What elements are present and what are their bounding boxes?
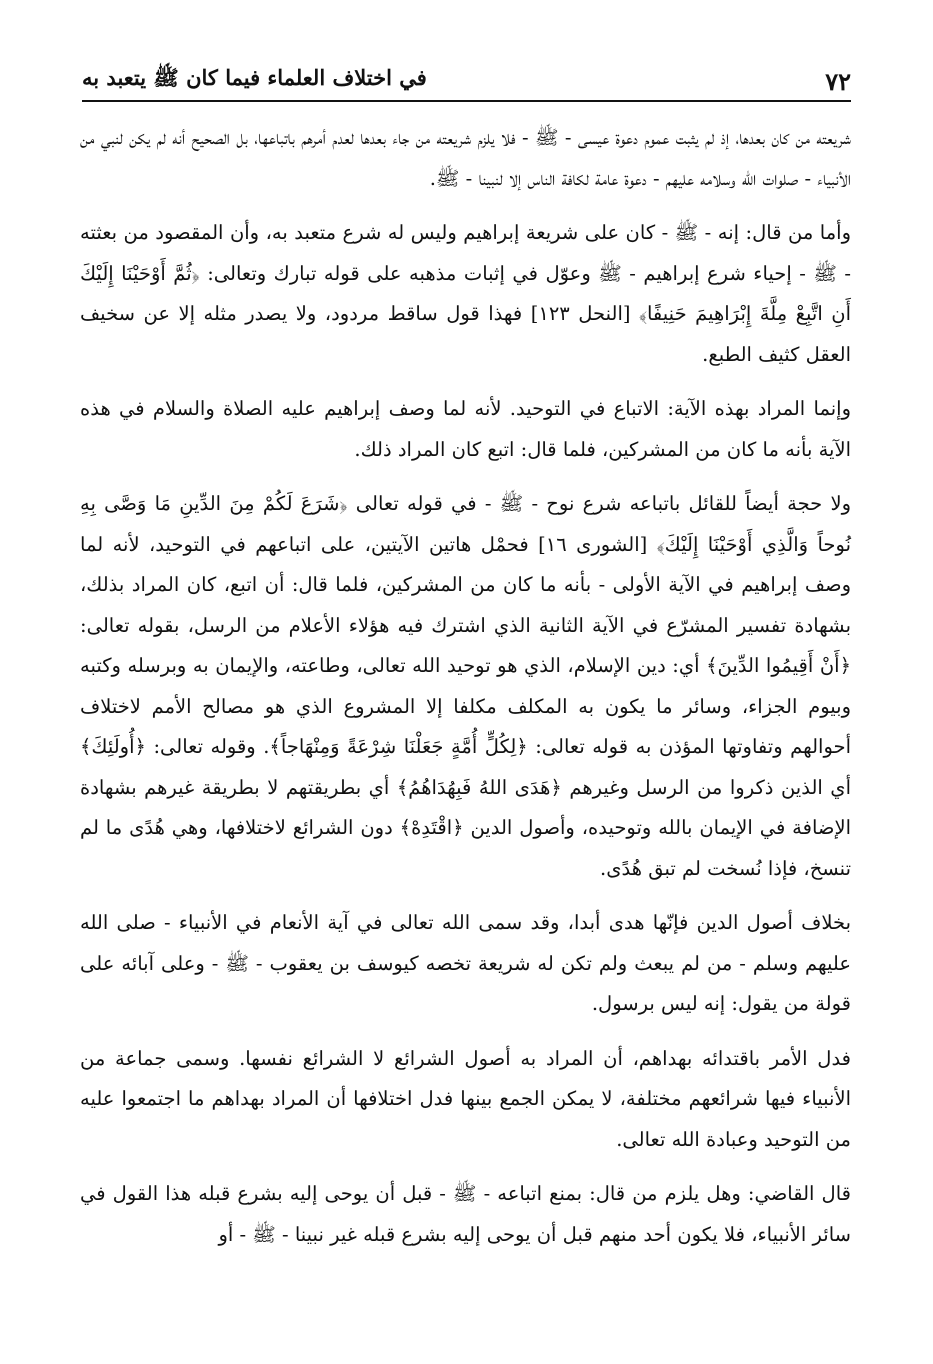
paragraph-5: بخلاف أصول الدين فإنّها هدى أبدا، وقد سمى الله تعالى في آية الأنعام في الأنبياء - صلى الله عليهم وسلم - من لم يبعث ولم تكن له شريعة تخصه كيوسف بن يعقوب - ﷺ - وعلى آبائه على قولة من يقول: إنه ليس برسول.: [80, 911, 851, 1015]
paragraph-2: وأما من قال: إنه - ﷺ - كان على شريعة إبراهيم وليس له شرع متعبد به، وأن المقصود من بعثته - ﷺ - إحياء شرع إبراهيم - ﷺ وعوّل في إثبات مذهبه على قوله تبارك وتعالى: ﴿ثُمَّ أَوْحَيْنَا إِلَيْكَ أَنِ اتَّبِعْ مِلَّةَ إِبْرَاهِيمَ حَنِيفًا﴾ [النحل ١٢٣] فهذا قول ساقط مردود، ولا يصدر مثله إلا عن سخيف العقل كثيف الطبع.: [80, 221, 851, 366]
paragraph-3: وإنما المراد بهذه الآية: الاتباع في التوحيد. لأنه لما وصف إبراهيم عليه الصلاة والسلام في هذه الآية بأنه ما كان من المشركين، فلما قال: اتبع كان المراد ذلك.: [80, 397, 851, 461]
running-title: في اختلاف العلماء فيما كان ﷺ يتعبد به: [82, 65, 427, 90]
page-body: [80, 118, 851, 1336]
paragraph-4: ولا حجة أيضاً للقائل باتباعه شرع نوح - ﷺ - في قوله تعالى ﴿شَرَعَ لَكُمْ مِنَ الدِّينِ مَا وَصَّى بِهِ نُوحاً وَالَّذِي أَوْحَيْنَا إِلَيْكَ﴾ [الشورى ١٦] فحمْل هاتين الآيتين، على اتباعهم في التوحيد، لأنه لما وصف إبراهيم في الآية الأولى - بأنه ما كان من المشركين، فلما قال: أن اتبع، كان المراد بذلك، بشهادة تفسير المشرّع في الآية الثانية الذي اشترك فيه هؤلاء الأعلام من الرسل، بقوله تعالى: ﴿أَنْ أَقِيمُوا الدِّينَ﴾ أي: دين الإسلام، الذي هو توحيد الله تعالى، وطاعته، والإيمان به وبرسله وكتبه وبيوم الجزاء، وسائر ما يكون به المكلف مكلفا إلا المشروع الذي هو مصالح الأمم لاختلاف أحوالهم وتفاوتها المؤذن به قوله تعالى: ﴿لِكُلٍّ أُمَّةٍ جَعَلْنَا شِرْعَةً وَمِنْهَاجاً﴾. وقوله تعالى: ﴿أُولَئِكَ﴾ أي الذين ذكروا من الرسل وغيرهم ﴿هَدَى اللهُ فَبِهُدَاهُمُ﴾ أي بطريقتهم لا بطريقة غيرهم بشهادة الإضافة في الإيمان بالله وتوحيده، وأصول الدين ﴿اقْتَدِهْ﴾ دون الشرائع لاختلافها، وهي هُدًى ما لم تنسخ، فإذا نُسخت لم تبق هُدًى.: [80, 492, 851, 880]
paragraph-7: قال القاضي: وهل يلزم من قال: بمنع اتباعه - ﷺ - قبل أن يوحى إليه بشرع قبله هذا القول في سائر الأنبياء، فلا يكون أحد منهم قبل أن يوحى إليه بشرع قبله غير نبينا - ﷺ - أو: [80, 1182, 851, 1246]
paragraph-1: شريعته من كان بعدها، إذ لم يثبت عموم دعوة عيسى - ﷺ - فلا يلزم شريعته من جاء بعدها لعدم أمرهم باتباعها، بل الصحيح أنه لم يكن لنبي من الأنبياء - صلوات الله وسلامه عليهم - دعوة عامة لكافة الناس إلا لنبينا - ﷺ.: [80, 126, 851, 190]
page-header: [82, 56, 851, 102]
paragraph-6: فدل الأمر باقتدائه بهداهم، أن المراد به أصول الشرائع لا الشرائع نفسها. وسمى جماعة من الأنبياء فيها شرائعهم مختلفة، لا يمكن الجمع بينها فدل اختلافها أن المراد بهداهم ما اجتمعوا عليه من التوحيد وعبادة الله تعالى.: [80, 1046, 851, 1151]
page-number: ٧٢: [825, 67, 851, 96]
